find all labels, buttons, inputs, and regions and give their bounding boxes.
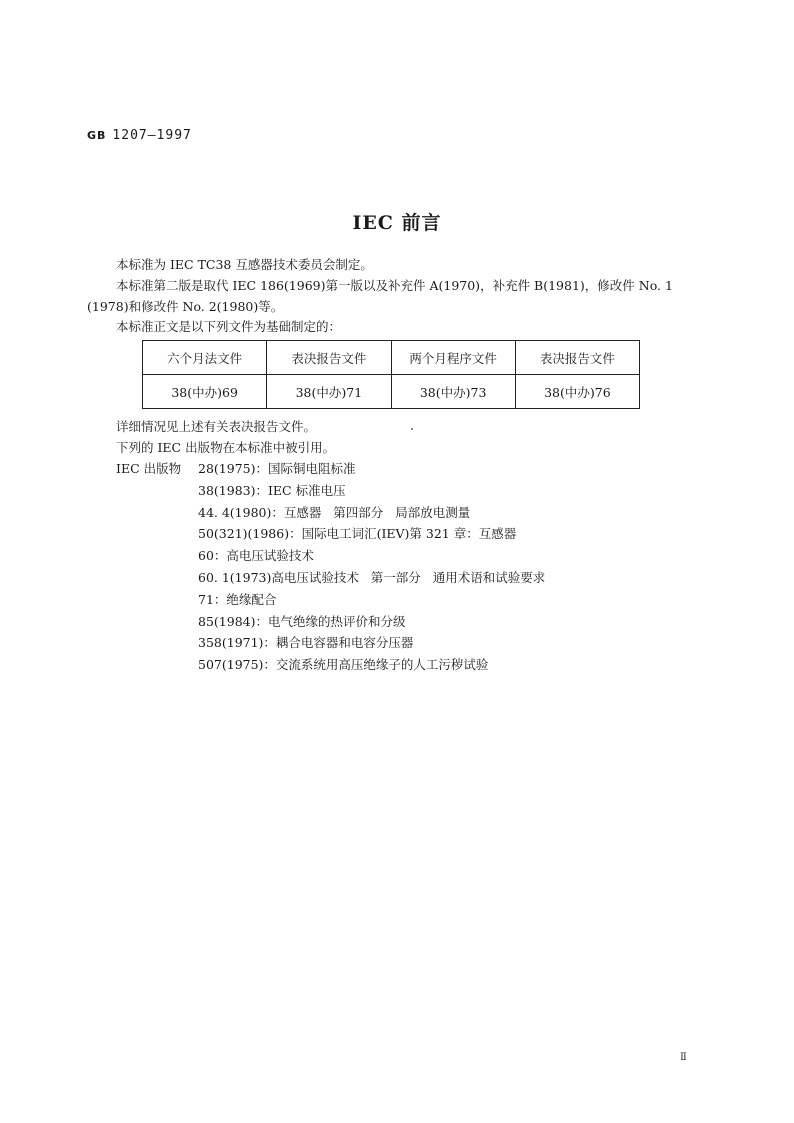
table-cell: 38(中办)71 <box>267 375 391 409</box>
publication-item: 71：绝缘配合 <box>198 591 277 607</box>
publications-label: IEC 出版物 <box>116 461 182 476</box>
publication-item: 358(1971)：耦合电容器和电容分压器 <box>198 635 414 651</box>
table-header-cell: 表决报告文件 <box>267 341 391 375</box>
publication-item: 60. 1(1973)高电压试验技术 第一部分 通用术语和试验要求 <box>198 569 546 585</box>
scan-speck <box>411 428 413 430</box>
publication-item: 60：高电压试验技术 <box>198 548 314 564</box>
standard-prefix: GB <box>87 129 107 142</box>
publication-item: 507(1975)：交流系统用高压绝缘子的人工污秽试验 <box>198 657 489 673</box>
table-row <box>143 375 640 409</box>
paragraph-references: 下列的 IEC 出版物在本标准中被引用。 <box>116 440 336 455</box>
table-header-row <box>143 341 640 375</box>
table-header-cell: 表决报告文件 <box>515 341 639 375</box>
publication-item: 85(1984)：电气绝缘的热评价和分级 <box>198 613 406 629</box>
page-title: IEC 前言 <box>352 212 442 234</box>
paragraph-basis: 本标准正文是以下列文件为基础制定的： <box>116 319 342 334</box>
paragraph-details: 详细情况见上述有关表决报告文件。 <box>116 419 317 434</box>
standard-number: 1207—1997 <box>112 128 192 143</box>
paragraph-edition: 本标准第二版是取代 IEC 186(1969)第一版以及补充件 A(1970)，补充件 B(1981)，修改件 No. 1 <box>116 278 673 293</box>
paragraph-edition-cont: (1978)和修改件 No. 2(1980)等。 <box>87 299 284 314</box>
publication-item: 50(321)(1986)：国际电工词汇(IEV)第 321 章：互感器 <box>198 526 517 542</box>
publications-list <box>198 458 545 676</box>
documents-table <box>142 340 640 409</box>
publication-item: 28(1975)：国际铜电阻标准 <box>198 461 356 476</box>
table-header-cell: 两个月程序文件 <box>391 341 515 375</box>
publication-item: 38(1983)：IEC 标准电压 <box>198 482 346 498</box>
standard-code <box>87 128 192 143</box>
paragraph-committee: 本标准为 IEC TC38 互感器技术委员会制定。 <box>116 257 373 272</box>
table-cell: 38(中办)76 <box>515 375 639 409</box>
table-cell: 38(中办)73 <box>391 375 515 409</box>
table-cell: 38(中办)69 <box>143 375 267 409</box>
table-header-cell: 六个月法文件 <box>143 341 267 375</box>
page-number: Ⅱ <box>680 1052 687 1063</box>
publication-item: 44. 4(1980)：互感器 第四部分 局部放电测量 <box>198 504 471 520</box>
